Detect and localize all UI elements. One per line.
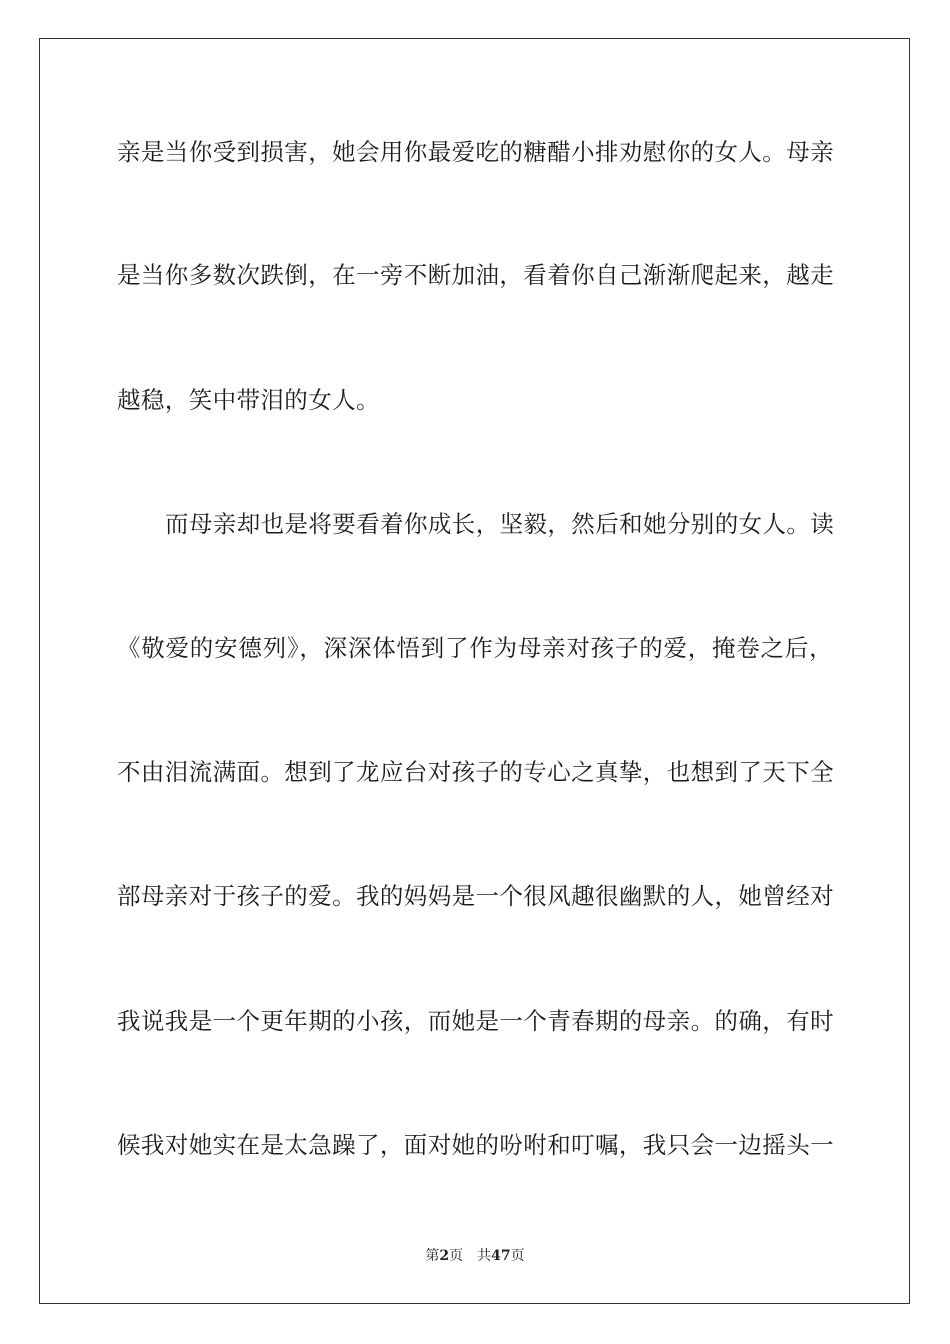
body-line-3: 越稳，笑中带泪的女人。 — [117, 386, 380, 414]
page-suffix: 页 — [449, 1248, 464, 1264]
page-number: 2 — [439, 1248, 450, 1264]
total-pages: 47 — [491, 1248, 511, 1264]
body-line-6: 不由泪流满面。想到了龙应台对孩子的专心之真挚，也想到了天下全 — [117, 758, 834, 786]
total-prefix: 共 — [477, 1248, 492, 1264]
body-line-2: 是当你多数次跌倒，在一旁不断加油，看着你自己渐渐爬起来，越走 — [117, 261, 834, 289]
body-line-1: 亲是当你受到损害，她会用你最爱吃的糖醋小排劝慰你的女人。母亲 — [117, 138, 834, 166]
page-border — [39, 38, 910, 1304]
page-footer — [0, 1246, 950, 1266]
body-line-7: 部母亲对于孩子的爱。我的妈妈是一个很风趣很幽默的人，她曾经对 — [117, 882, 834, 910]
body-line-9: 候我对她实在是太急躁了，面对她的吩咐和叮嘱，我只会一边摇头一 — [117, 1131, 834, 1159]
total-suffix: 页 — [510, 1248, 525, 1264]
body-line-5: 《敬爱的安德列》，深深体悟到了作为母亲对孩子的爱，掩卷之后， — [117, 634, 833, 662]
page-prefix: 第 — [425, 1248, 440, 1264]
body-line-4: 而母亲却也是将要看着你成长，坚毅，然后和她分别的女人。读 — [165, 510, 835, 538]
body-line-8: 我说我是一个更年期的小孩，而她是一个青春期的母亲。的确，有时 — [117, 1007, 834, 1035]
